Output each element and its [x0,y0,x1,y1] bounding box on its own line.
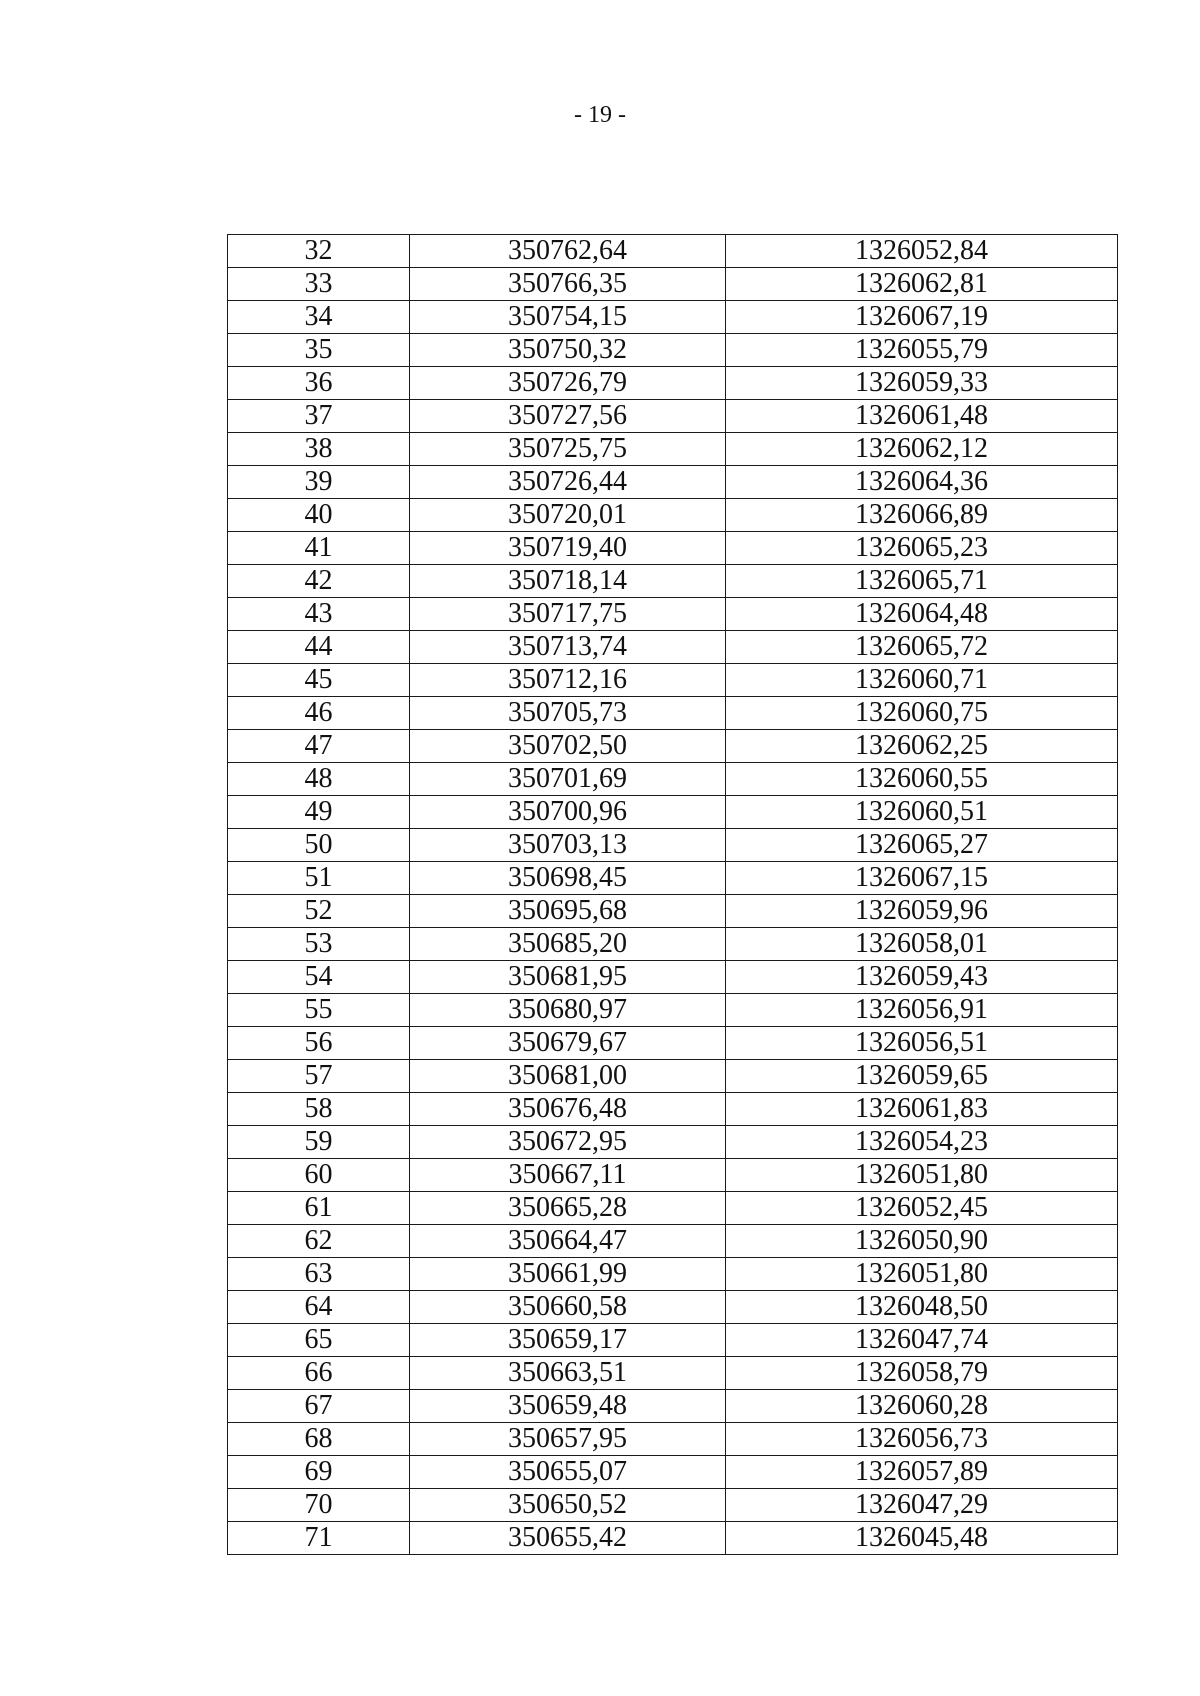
point-number-cell: 44 [228,631,410,664]
y-coordinate-cell: 1326048,50 [726,1291,1118,1324]
table-row [228,400,1118,433]
table-row [228,268,1118,301]
y-coordinate-cell: 1326051,80 [726,1159,1118,1192]
point-number-cell: 49 [228,796,410,829]
point-number-cell: 48 [228,763,410,796]
x-coordinate-cell: 350720,01 [410,499,726,532]
x-coordinate-cell: 350712,16 [410,664,726,697]
coordinates-table-body [228,235,1118,1555]
y-coordinate-cell: 1326059,65 [726,1060,1118,1093]
x-coordinate-cell: 350702,50 [410,730,726,763]
x-coordinate-cell: 350664,47 [410,1225,726,1258]
x-coordinate-cell: 350655,42 [410,1522,726,1555]
x-coordinate-cell: 350665,28 [410,1192,726,1225]
table-row [228,1522,1118,1555]
point-number-cell: 68 [228,1423,410,1456]
point-number-cell: 32 [228,235,410,268]
table-row [228,1225,1118,1258]
point-number-cell: 56 [228,1027,410,1060]
point-number-cell: 39 [228,466,410,499]
y-coordinate-cell: 1326061,48 [726,400,1118,433]
point-number-cell: 71 [228,1522,410,1555]
table-row [228,433,1118,466]
y-coordinate-cell: 1326056,51 [726,1027,1118,1060]
table-row [228,1423,1118,1456]
table-row [228,895,1118,928]
x-coordinate-cell: 350681,00 [410,1060,726,1093]
y-coordinate-cell: 1326064,48 [726,598,1118,631]
x-coordinate-cell: 350681,95 [410,961,726,994]
y-coordinate-cell: 1326065,72 [726,631,1118,664]
table-row [228,1192,1118,1225]
y-coordinate-cell: 1326057,89 [726,1456,1118,1489]
y-coordinate-cell: 1326060,55 [726,763,1118,796]
table-row [228,1126,1118,1159]
x-coordinate-cell: 350679,67 [410,1027,726,1060]
table-row [228,763,1118,796]
table-row [228,862,1118,895]
point-number-cell: 37 [228,400,410,433]
table-row [228,1390,1118,1423]
x-coordinate-cell: 350700,96 [410,796,726,829]
y-coordinate-cell: 1326062,12 [726,433,1118,466]
x-coordinate-cell: 350685,20 [410,928,726,961]
point-number-cell: 64 [228,1291,410,1324]
x-coordinate-cell: 350705,73 [410,697,726,730]
y-coordinate-cell: 1326062,25 [726,730,1118,763]
y-coordinate-cell: 1326067,15 [726,862,1118,895]
x-coordinate-cell: 350713,74 [410,631,726,664]
y-coordinate-cell: 1326047,29 [726,1489,1118,1522]
point-number-cell: 36 [228,367,410,400]
x-coordinate-cell: 350650,52 [410,1489,726,1522]
table-row [228,367,1118,400]
point-number-cell: 55 [228,994,410,1027]
table-row [228,829,1118,862]
y-coordinate-cell: 1326060,75 [726,697,1118,730]
y-coordinate-cell: 1326052,45 [726,1192,1118,1225]
x-coordinate-cell: 350726,79 [410,367,726,400]
point-number-cell: 51 [228,862,410,895]
x-coordinate-cell: 350701,69 [410,763,726,796]
y-coordinate-cell: 1326059,96 [726,895,1118,928]
x-coordinate-cell: 350672,95 [410,1126,726,1159]
table-row [228,697,1118,730]
point-number-cell: 42 [228,565,410,598]
point-number-cell: 52 [228,895,410,928]
table-row [228,1159,1118,1192]
x-coordinate-cell: 350718,14 [410,565,726,598]
y-coordinate-cell: 1326066,89 [726,499,1118,532]
table-row [228,796,1118,829]
y-coordinate-cell: 1326067,19 [726,301,1118,334]
x-coordinate-cell: 350660,58 [410,1291,726,1324]
y-coordinate-cell: 1326055,79 [726,334,1118,367]
point-number-cell: 50 [228,829,410,862]
x-coordinate-cell: 350750,32 [410,334,726,367]
point-number-cell: 35 [228,334,410,367]
x-coordinate-cell: 350766,35 [410,268,726,301]
y-coordinate-cell: 1326065,71 [726,565,1118,598]
y-coordinate-cell: 1326061,83 [726,1093,1118,1126]
table-row [228,598,1118,631]
point-number-cell: 43 [228,598,410,631]
point-number-cell: 40 [228,499,410,532]
table-row [228,1456,1118,1489]
y-coordinate-cell: 1326047,74 [726,1324,1118,1357]
point-number-cell: 63 [228,1258,410,1291]
y-coordinate-cell: 1326052,84 [726,235,1118,268]
y-coordinate-cell: 1326058,01 [726,928,1118,961]
y-coordinate-cell: 1326065,23 [726,532,1118,565]
y-coordinate-cell: 1326054,23 [726,1126,1118,1159]
x-coordinate-cell: 350727,56 [410,400,726,433]
table-row [228,235,1118,268]
x-coordinate-cell: 350762,64 [410,235,726,268]
point-number-cell: 61 [228,1192,410,1225]
y-coordinate-cell: 1326065,27 [726,829,1118,862]
page-number: - 19 - [574,102,626,128]
table-row [228,631,1118,664]
table-row [228,1324,1118,1357]
x-coordinate-cell: 350698,45 [410,862,726,895]
y-coordinate-cell: 1326060,71 [726,664,1118,697]
table-row [228,1027,1118,1060]
x-coordinate-cell: 350659,48 [410,1390,726,1423]
table-row [228,1489,1118,1522]
x-coordinate-cell: 350726,44 [410,466,726,499]
table-row [228,334,1118,367]
x-coordinate-cell: 350663,51 [410,1357,726,1390]
x-coordinate-cell: 350719,40 [410,532,726,565]
point-number-cell: 33 [228,268,410,301]
point-number-cell: 45 [228,664,410,697]
point-number-cell: 54 [228,961,410,994]
table-row [228,1093,1118,1126]
table-row [228,730,1118,763]
point-number-cell: 59 [228,1126,410,1159]
coordinates-table [227,234,1118,1555]
table-row [228,961,1118,994]
point-number-cell: 65 [228,1324,410,1357]
table-row [228,1291,1118,1324]
point-number-cell: 62 [228,1225,410,1258]
x-coordinate-cell: 350661,99 [410,1258,726,1291]
point-number-cell: 70 [228,1489,410,1522]
table-row [228,928,1118,961]
x-coordinate-cell: 350655,07 [410,1456,726,1489]
table-row [228,301,1118,334]
y-coordinate-cell: 1326062,81 [726,268,1118,301]
point-number-cell: 46 [228,697,410,730]
x-coordinate-cell: 350725,75 [410,433,726,466]
x-coordinate-cell: 350659,17 [410,1324,726,1357]
table-row [228,1258,1118,1291]
x-coordinate-cell: 350680,97 [410,994,726,1027]
y-coordinate-cell: 1326045,48 [726,1522,1118,1555]
y-coordinate-cell: 1326059,33 [726,367,1118,400]
point-number-cell: 41 [228,532,410,565]
table-row [228,664,1118,697]
x-coordinate-cell: 350754,15 [410,301,726,334]
point-number-cell: 69 [228,1456,410,1489]
table-row [228,499,1118,532]
x-coordinate-cell: 350695,68 [410,895,726,928]
y-coordinate-cell: 1326064,36 [726,466,1118,499]
point-number-cell: 53 [228,928,410,961]
table-row [228,994,1118,1027]
x-coordinate-cell: 350717,75 [410,598,726,631]
point-number-cell: 66 [228,1357,410,1390]
y-coordinate-cell: 1326056,73 [726,1423,1118,1456]
x-coordinate-cell: 350676,48 [410,1093,726,1126]
x-coordinate-cell: 350657,95 [410,1423,726,1456]
table-row [228,1060,1118,1093]
table-row [228,466,1118,499]
table-row [228,1357,1118,1390]
point-number-cell: 67 [228,1390,410,1423]
y-coordinate-cell: 1326051,80 [726,1258,1118,1291]
y-coordinate-cell: 1326060,51 [726,796,1118,829]
point-number-cell: 57 [228,1060,410,1093]
y-coordinate-cell: 1326050,90 [726,1225,1118,1258]
y-coordinate-cell: 1326056,91 [726,994,1118,1027]
x-coordinate-cell: 350667,11 [410,1159,726,1192]
point-number-cell: 58 [228,1093,410,1126]
point-number-cell: 60 [228,1159,410,1192]
x-coordinate-cell: 350703,13 [410,829,726,862]
point-number-cell: 38 [228,433,410,466]
y-coordinate-cell: 1326060,28 [726,1390,1118,1423]
table-row [228,565,1118,598]
table-row [228,532,1118,565]
y-coordinate-cell: 1326059,43 [726,961,1118,994]
point-number-cell: 47 [228,730,410,763]
y-coordinate-cell: 1326058,79 [726,1357,1118,1390]
point-number-cell: 34 [228,301,410,334]
